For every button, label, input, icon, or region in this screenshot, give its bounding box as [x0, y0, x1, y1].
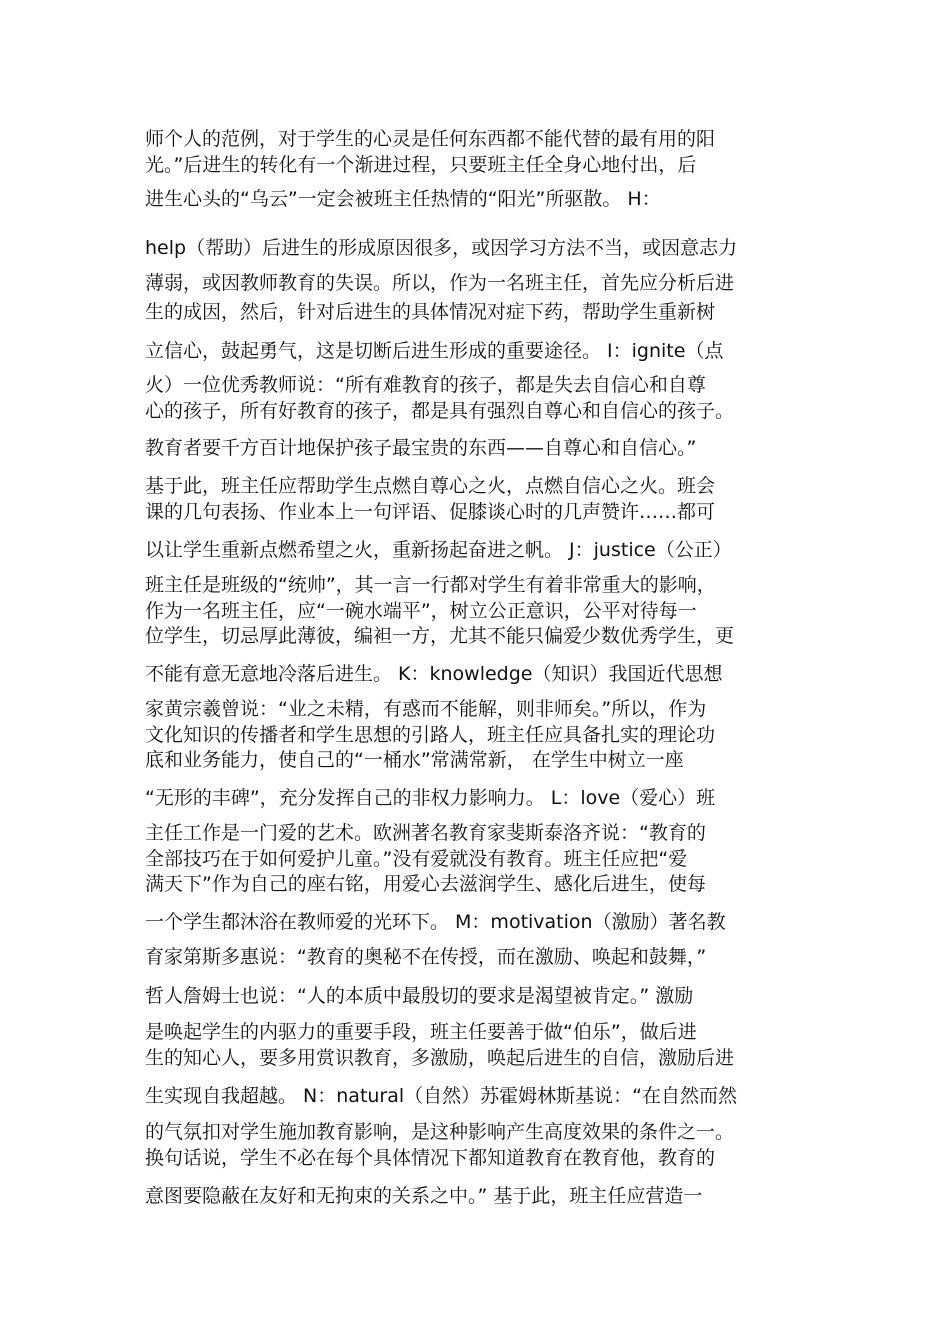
text-line: 薄弱，或因教师教育的失误。所以，作为一名班主任，首先应分析后进 [145, 272, 735, 294]
text-line: 教育者要千方百计地保护孩子最宝贵的东西——自尊心和自信心。” [145, 437, 697, 459]
text-line: 是唤起学生的内驱力的重要手段，班主任要善于做“伯乐”，做后进 [145, 1021, 697, 1043]
text-line: 底和业务能力，使自己的“一桶水”常满常新， 在学生中树立一座 [145, 749, 684, 771]
text-line: 全部技巧在于如何爱护儿童。”没有爱就没有教育。班主任应把“爱 [145, 848, 688, 870]
text-line: 不能有意无意地冷落后进生。 K：knowledge（知识）我国近代思想 [145, 663, 723, 685]
text-line: 心的孩子，所有好教育的孩子，都是具有强烈自尊心和自信心的孩子。 [145, 400, 735, 422]
text-line: 换句话说，学生不必在每个具体情况下都知道教育在教育他，教育的 [145, 1147, 716, 1169]
text-line: 的气氛扣对学生施加教育影响，是这种影响产生高度效果的条件之一。 [145, 1121, 735, 1143]
text-line: 火）一位优秀教师说：“所有难教育的孩子，都是失去自信心和自尊 [145, 374, 706, 396]
text-line: 基于此，班主任应帮助学生点燃自尊心之火，点燃自信心之火。班会 [145, 475, 716, 497]
text-line: 位学生，切忌厚此薄彼，编袒一方，尤其不能只偏爱少数优秀学生，更 [145, 625, 735, 647]
text-line: 班主任是班级的“统帅”，其一言一行都对学生有着非常重大的影响， [145, 574, 716, 596]
text-line: 主任工作是一门爱的艺术。欧洲著名教育家斐斯泰洛齐说：“教育的 [145, 822, 706, 844]
text-line: 哲人詹姆士也说：“人的本质中最殷切的要求是渴望被肯定。” 激励 [145, 985, 694, 1007]
text-line: 生的知心人，要多用赏识教育，多激励，唤起后进生的自信，激励后进 [145, 1047, 735, 1069]
text-line: 立信心，鼓起勇气，这是切断后进生形成的重要途径。 I：ignite（点 [145, 340, 724, 362]
text-line: 作为一名班主任，应“一碗水端平”，树立公正意识，公平对待每一 [145, 600, 697, 622]
text-line: 课的几句表扬、作业本上一句评语、促膝谈心时的几声赞许……都可 [145, 501, 716, 523]
text-line: 家黄宗羲曾说：“业之未精，有惑而不能解，则非师矣。”所以，作为 [145, 698, 707, 720]
text-line: 以让学生重新点燃希望之火，重新扬起奋进之帆。 J：justice（公正） [145, 539, 732, 561]
text-line: 师个人的范例，对于学生的心灵是任何东西都不能代替的最有用的阳 [145, 128, 716, 150]
text-line: 育家第斯多惠说：“教育的奥秘不在传授，而在激励、唤起和鼓舞，” [145, 946, 707, 968]
text-line: 一个学生都沐浴在教师爱的光环下。 M：motivation（激励）著名教 [145, 911, 726, 933]
text-line: “无形的丰碑”，充分发挥自己的非权力影响力。 L：love（爱心）班 [145, 787, 716, 809]
text-line: help（帮助）后进生的形成原因很多，或因学习方法不当，或因意志力 [145, 237, 738, 259]
text-line: 文化知识的传播者和学生思想的引路人，班主任应具备扎实的理论功 [145, 724, 716, 746]
text-line: 进生心头的“乌云”一定会被班主任热情的“阳光”所驱散。 H： [145, 188, 661, 210]
text-line: 生的成因，然后，针对后进生的具体情况对症下药，帮助学生重新树 [145, 301, 716, 323]
text-line: 满天下”作为自己的座右铭，用爱心去滋润学生、感化后进生，使每 [145, 873, 706, 895]
text-line: 生实现自我超越。 N：natural（自然）苏霍姆林斯基说：“在自然而然 [145, 1085, 738, 1107]
text-line: 意图要隐蔽在友好和无拘束的关系之中。” 基于此，班主任应营造一 [145, 1185, 703, 1207]
text-line: 光。”后进生的转化有一个渐进过程，只要班主任全身心地付出，后 [145, 154, 697, 176]
